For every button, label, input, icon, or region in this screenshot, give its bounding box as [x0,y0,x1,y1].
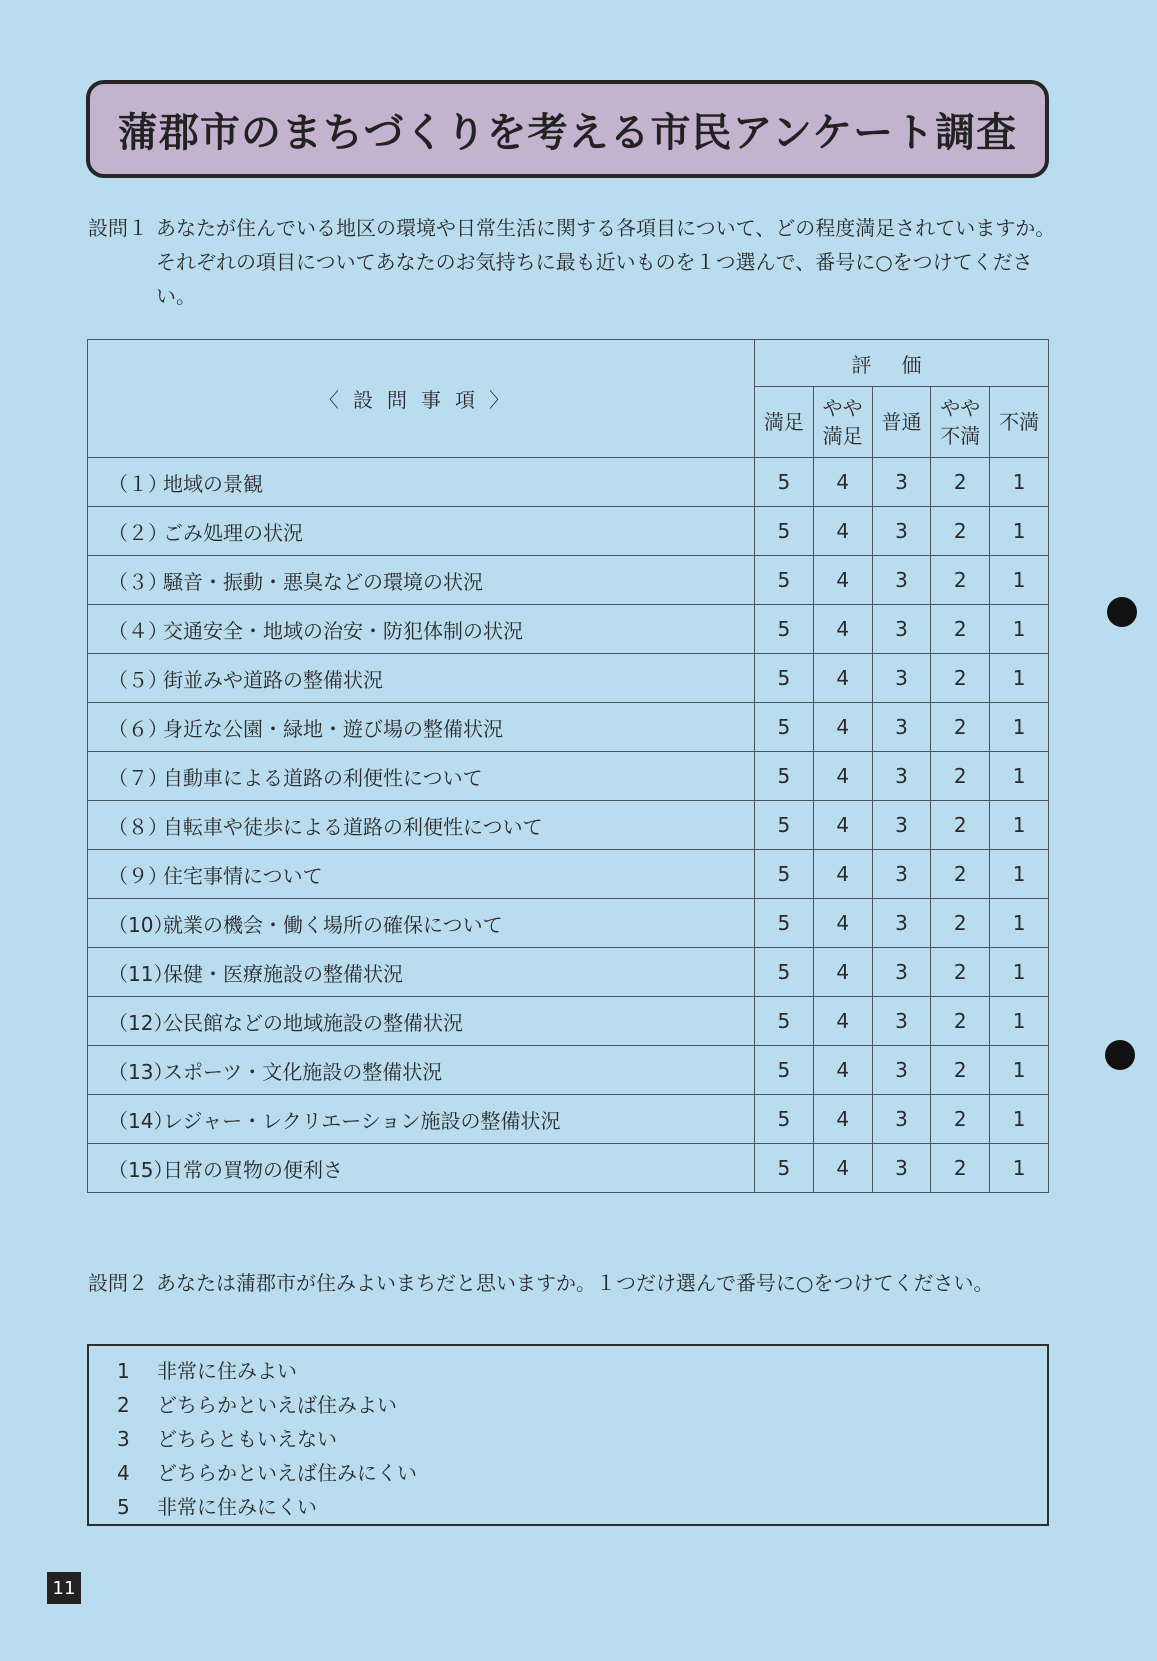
item-number: （１） [108,471,168,496]
option-text: 非常に住みよい [157,1359,297,1383]
item-number: （12） [108,1010,174,1035]
rating-option[interactable]: 5 [754,1095,813,1144]
title-banner [86,80,1049,178]
table-row [88,850,1049,899]
item-text: 日常の買物の便利さ [163,1157,343,1182]
rating-option[interactable]: 3 [872,703,931,752]
item-cell [88,654,755,703]
table-row [88,1144,1049,1193]
rating-option[interactable]: 5 [754,752,813,801]
rating-option[interactable]: 1 [990,507,1049,556]
rating-option[interactable]: 5 [754,997,813,1046]
rating-option[interactable]: 5 [754,556,813,605]
rating-option[interactable]: 4 [813,654,872,703]
rating-option[interactable]: 5 [754,507,813,556]
option-text: どちらかといえば住みにくい [157,1461,417,1485]
rating-option[interactable]: 1 [990,948,1049,997]
item-number: （８） [108,814,168,839]
rating-option[interactable]: 3 [872,1144,931,1193]
rating-option[interactable]: 3 [872,1095,931,1144]
question-2-label: 設問２ [88,1271,148,1295]
rating-option[interactable]: 2 [931,605,990,654]
option-number: 4 [117,1461,130,1485]
rating-option[interactable]: 4 [813,997,872,1046]
rating-option[interactable]: 1 [990,1095,1049,1144]
rating-option[interactable]: 1 [990,703,1049,752]
option-text: 非常に住みにくい [157,1495,317,1519]
option-number: 1 [117,1359,130,1383]
table-row [88,458,1049,507]
rating-option[interactable]: 1 [990,458,1049,507]
rating-option[interactable]: 4 [813,458,872,507]
rating-option[interactable]: 4 [813,948,872,997]
question-2-text: あなたは蒲郡市が住みよいまちだと思いますか。１つだけ選んで番号に○をつけてください。 [156,1271,994,1295]
item-cell [88,850,755,899]
option-text: どちらともいえない [157,1427,337,1451]
question-1-text: あなたが住んでいる地区の環境や日常生活に関する各項目について、どの程度満足されていますか。それぞれの項目についてあなたのお気持ちに最も近いものを１つ選んで、番号に○をつけてください。 [156,216,1056,308]
table-row [88,899,1049,948]
item-text: 交通安全・地域の治安・防犯体制の状況 [163,618,523,643]
scale-header: 満足 [754,387,813,458]
item-text: 街並みや道路の整備状況 [163,667,383,692]
item-cell [88,752,755,801]
punch-hole [1105,1040,1135,1070]
rating-option[interactable]: 5 [754,703,813,752]
answer-option[interactable] [117,1490,1047,1524]
rating-option[interactable]: 4 [813,1144,872,1193]
item-number: （14） [108,1108,174,1133]
rating-option[interactable]: 4 [813,1046,872,1095]
item-text: 公民館などの地域施設の整備状況 [163,1010,463,1035]
item-number: （３） [108,569,168,594]
item-number: （２） [108,520,168,545]
rating-option[interactable]: 2 [931,899,990,948]
evaluation-header: 評価 [754,340,1048,387]
rating-option[interactable]: 3 [872,605,931,654]
item-cell [88,899,755,948]
rating-option[interactable]: 1 [990,899,1049,948]
item-number: （７） [108,765,168,790]
rating-option[interactable]: 5 [754,654,813,703]
answer-option[interactable] [117,1388,1047,1422]
rating-option[interactable]: 1 [990,752,1049,801]
rating-option[interactable]: 2 [931,1144,990,1193]
item-text: 騒音・振動・悪臭などの環境の状況 [163,569,483,594]
rating-option[interactable]: 3 [872,458,931,507]
rating-option[interactable]: 1 [990,605,1049,654]
page-number: 11 [47,1572,81,1604]
rating-option[interactable]: 3 [872,948,931,997]
table-row [88,997,1049,1046]
table-row [88,654,1049,703]
rating-option[interactable]: 5 [754,1144,813,1193]
question-2-options [87,1344,1049,1526]
rating-option[interactable]: 3 [872,899,931,948]
rating-option[interactable]: 2 [931,850,990,899]
rating-option[interactable]: 3 [872,556,931,605]
rating-option[interactable]: 2 [931,1095,990,1144]
rating-option[interactable]: 4 [813,801,872,850]
rating-option[interactable]: 5 [754,948,813,997]
item-number: （５） [108,667,168,692]
rating-option[interactable]: 3 [872,1046,931,1095]
rating-option[interactable]: 2 [931,703,990,752]
table-row [88,605,1049,654]
item-text: 自転車や徒歩による道路の利便性について [163,814,543,839]
answer-option[interactable] [117,1456,1047,1490]
rating-option[interactable]: 2 [931,801,990,850]
page-title: 蒲郡市のまちづくりを考える市民アンケート調査 [117,109,1018,156]
rating-option[interactable]: 5 [754,899,813,948]
rating-option[interactable]: 4 [813,752,872,801]
item-cell [88,507,755,556]
answer-option[interactable] [117,1354,1047,1388]
item-number: （６） [108,716,168,741]
table-row [88,1095,1049,1144]
item-text: レジャー・レクリエーション施設の整備状況 [163,1108,561,1133]
rating-option[interactable]: 4 [813,507,872,556]
satisfaction-table [87,339,1049,1193]
item-number: （13） [108,1059,174,1084]
rating-option[interactable]: 2 [931,556,990,605]
rating-option[interactable]: 1 [990,801,1049,850]
item-text: 自動車による道路の利便性について [163,765,483,790]
item-cell [88,458,755,507]
rating-option[interactable]: 4 [813,1095,872,1144]
rating-option[interactable]: 1 [990,1046,1049,1095]
item-text: 住宅事情について [163,863,323,888]
rating-option[interactable]: 2 [931,948,990,997]
rating-option[interactable]: 2 [931,752,990,801]
table-row [88,1046,1049,1095]
scale-header: やや不満 [931,387,990,458]
scale-header: やや満足 [813,387,872,458]
item-cell [88,605,755,654]
rating-option[interactable]: 3 [872,997,931,1046]
item-column-header: 〈設問事項〉 [88,340,755,458]
option-number: 2 [117,1393,130,1417]
table-row [88,801,1049,850]
rating-option[interactable]: 2 [931,1046,990,1095]
option-number: 5 [117,1495,130,1519]
rating-option[interactable]: 4 [813,850,872,899]
table-row [88,556,1049,605]
item-cell [88,801,755,850]
item-cell [88,948,755,997]
item-cell [88,1144,755,1193]
rating-option[interactable]: 5 [754,458,813,507]
item-cell [88,703,755,752]
option-text: どちらかといえば住みよい [157,1393,397,1417]
item-text: スポーツ・文化施設の整備状況 [163,1059,443,1084]
table-row [88,507,1049,556]
rating-option[interactable]: 5 [754,801,813,850]
answer-option[interactable] [117,1422,1047,1456]
rating-option[interactable]: 3 [872,654,931,703]
rating-option[interactable]: 1 [990,556,1049,605]
item-cell [88,1095,755,1144]
item-text: 身近な公園・緑地・遊び場の整備状況 [163,716,503,741]
rating-option[interactable]: 2 [931,507,990,556]
punch-hole [1107,597,1137,627]
rating-option[interactable]: 5 [754,850,813,899]
item-text: ごみ処理の状況 [163,520,303,545]
rating-option[interactable]: 3 [872,850,931,899]
item-number: （９） [108,863,168,888]
table-row [88,752,1049,801]
rating-option[interactable]: 3 [872,801,931,850]
item-text: 地域の景観 [163,471,263,496]
rating-option[interactable]: 5 [754,1046,813,1095]
rating-option[interactable]: 3 [872,507,931,556]
item-number: （10） [108,912,174,937]
rating-option[interactable]: 4 [813,899,872,948]
rating-option[interactable]: 5 [754,605,813,654]
item-cell [88,997,755,1046]
item-cell [88,1046,755,1095]
rating-option[interactable]: 2 [931,997,990,1046]
item-number: （15） [108,1157,174,1182]
rating-option[interactable]: 2 [931,654,990,703]
rating-option[interactable]: 1 [990,654,1049,703]
item-text: 保健・医療施設の整備状況 [163,961,403,986]
item-number: （11） [108,961,174,986]
scale-header: 普通 [872,387,931,458]
table-row [88,703,1049,752]
rating-option[interactable]: 1 [990,997,1049,1046]
rating-option[interactable]: 4 [813,703,872,752]
rating-option[interactable]: 3 [872,752,931,801]
rating-option[interactable]: 4 [813,605,872,654]
option-number: 3 [117,1427,130,1451]
rating-option[interactable]: 1 [990,1144,1049,1193]
rating-option[interactable]: 4 [813,556,872,605]
rating-option[interactable]: 2 [931,458,990,507]
item-text: 就業の機会・働く場所の確保について [163,912,503,937]
item-number: （４） [108,618,168,643]
item-cell [88,556,755,605]
scale-header: 不満 [990,387,1049,458]
rating-option[interactable]: 1 [990,850,1049,899]
table-row [88,948,1049,997]
question-1-label: 設問１ [88,216,148,240]
